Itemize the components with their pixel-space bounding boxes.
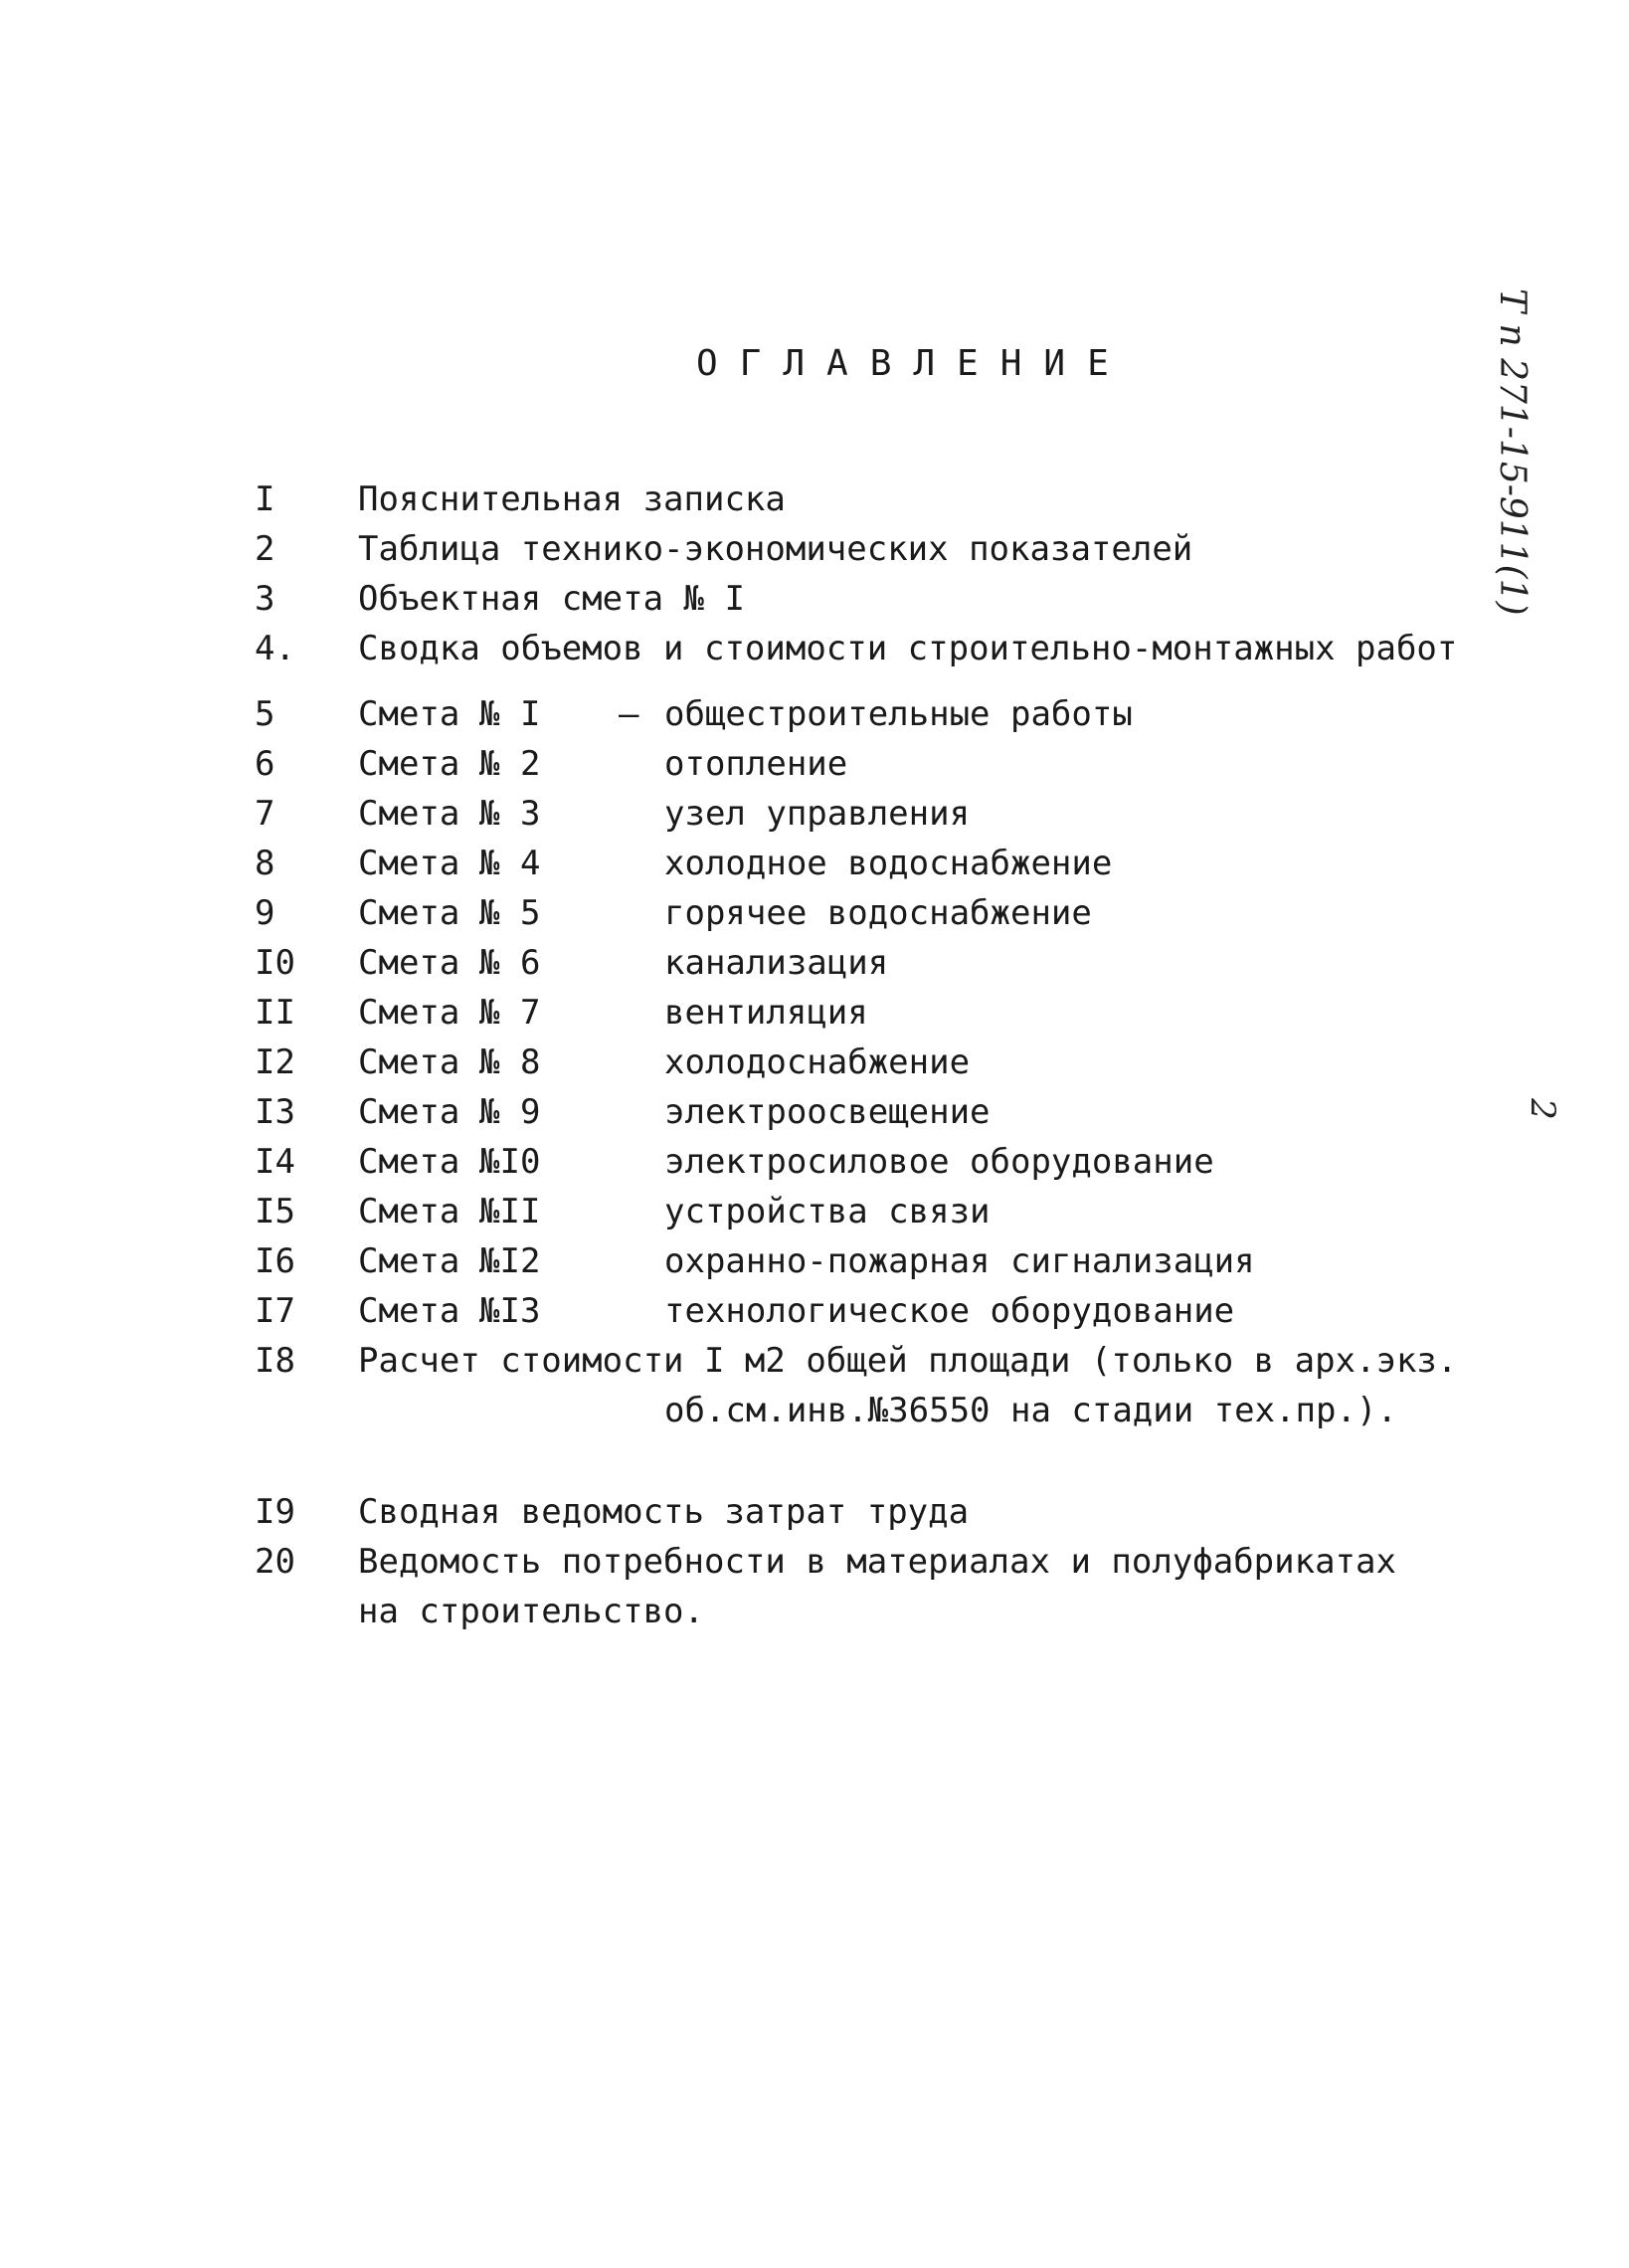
estimate-description: общестроительные работы — [664, 694, 1133, 734]
estimate-label: Смета — [358, 1241, 460, 1281]
estimate-description: устройства связи — [664, 1192, 991, 1231]
estimate-label: Смета — [358, 1192, 460, 1231]
estimate-dash: – — [619, 694, 639, 734]
estimate-label: Смета — [358, 993, 460, 1033]
estimate-description: вентиляция — [664, 993, 868, 1033]
toc-item-number: 6 — [255, 744, 275, 784]
toc-item-text: Сводная ведомость затрат труда — [358, 1492, 970, 1532]
estimate-label: Смета — [358, 893, 460, 933]
toc-estimate-item — [0, 744, 1629, 794]
estimate-description: электроосвещение — [664, 1092, 991, 1132]
estimate-number: №I2 — [479, 1241, 541, 1281]
estimate-number: №I3 — [479, 1291, 541, 1331]
toc-item-number: II — [255, 993, 295, 1033]
estimate-description: отопление — [664, 744, 848, 784]
estimate-label: Смета — [358, 1042, 460, 1082]
estimate-label: Смета — [358, 1142, 460, 1182]
estimate-label: Смета — [358, 1092, 460, 1132]
toc-item — [0, 579, 1629, 629]
toc-item — [0, 1542, 1629, 1592]
toc-item-text: Объектная смета № I — [358, 579, 745, 619]
toc-item-number: 9 — [255, 893, 275, 933]
document-title: ОГЛАВЛЕНИЕ — [696, 343, 1131, 384]
estimate-label: Смета — [358, 694, 460, 734]
toc-item — [0, 529, 1629, 579]
estimate-number: № 9 — [479, 1092, 541, 1132]
toc-estimate-item — [0, 1192, 1629, 1241]
toc-item-number: I9 — [255, 1492, 295, 1532]
toc-item-text: Расчет стоимости I м2 общей площади (только в арх.экз. — [358, 1341, 1458, 1381]
toc-item-number: 3 — [255, 579, 275, 619]
toc-item-text: Таблица технико-экономических показателей — [358, 529, 1193, 569]
toc-item-number: 4. — [255, 629, 295, 668]
estimate-number: № I — [479, 694, 541, 734]
estimate-number: №II — [479, 1192, 541, 1231]
estimate-label: Смета — [358, 1291, 460, 1331]
toc-estimate-item — [0, 1142, 1629, 1192]
toc-item-continuation-text: на строительство. — [358, 1592, 704, 1631]
toc-item-number: 8 — [255, 844, 275, 883]
side-document-code: Т п 271-15-911(1) — [1492, 288, 1533, 616]
toc-item-number: I0 — [255, 943, 295, 983]
estimate-description: технологическое оборудование — [664, 1291, 1235, 1331]
toc-item — [0, 1341, 1629, 1391]
toc-item-number: I3 — [255, 1092, 295, 1132]
toc-estimate-item — [0, 943, 1629, 993]
estimate-label: Смета — [358, 744, 460, 784]
toc-estimate-item — [0, 844, 1629, 893]
toc-item-number: 2 — [255, 529, 275, 569]
toc-item-number: 20 — [255, 1542, 295, 1582]
toc-item — [0, 479, 1629, 529]
toc-item-text: Сводка объемов и стоимости строительно-монтажных работ — [358, 629, 1458, 668]
toc-estimate-item — [0, 893, 1629, 943]
toc-item — [0, 629, 1629, 678]
toc-item-continuation — [0, 1592, 1629, 1641]
estimate-number: № 7 — [479, 993, 541, 1033]
toc-item-number: I7 — [255, 1291, 295, 1331]
estimate-description: канализация — [664, 943, 889, 983]
toc-estimate-item — [0, 1291, 1629, 1341]
toc-item-number: 7 — [255, 794, 275, 834]
toc-item-text: Пояснительная записка — [358, 479, 786, 519]
estimate-number: № 3 — [479, 794, 541, 834]
estimate-description: холодоснабжение — [664, 1042, 971, 1082]
toc-item-number: I2 — [255, 1042, 295, 1082]
toc-item-text: Ведомость потребности в материалах и полуфабрикатах — [358, 1542, 1396, 1582]
estimate-label: Смета — [358, 844, 460, 883]
estimate-number: № 8 — [479, 1042, 541, 1082]
estimate-number: № 2 — [479, 744, 541, 784]
estimate-label: Смета — [358, 943, 460, 983]
toc-item-continuation-text: об.см.инв.№36550 на стадии тех.пр.). — [664, 1391, 1397, 1430]
estimate-description: охранно-пожарная сигнализация — [664, 1241, 1255, 1281]
estimate-number: № 4 — [479, 844, 541, 883]
estimate-description: холодное водоснабжение — [664, 844, 1113, 883]
toc-estimate-item — [0, 993, 1629, 1042]
toc-estimate-item — [0, 1042, 1629, 1092]
toc-item-number: 5 — [255, 694, 275, 734]
page-number: 2 — [1522, 1098, 1562, 1120]
toc-estimate-item — [0, 1241, 1629, 1291]
toc-item-number: I4 — [255, 1142, 295, 1182]
estimate-description: узел управления — [664, 794, 971, 834]
toc-item-continuation — [0, 1391, 1629, 1440]
toc-item-number: I6 — [255, 1241, 295, 1281]
estimate-number: № 5 — [479, 893, 541, 933]
toc-estimate-item — [0, 794, 1629, 844]
estimate-description: горячее водоснабжение — [664, 893, 1092, 933]
toc-estimate-item — [0, 1092, 1629, 1142]
estimate-description: электросиловое оборудование — [664, 1142, 1214, 1182]
estimate-number: №I0 — [479, 1142, 541, 1182]
toc-item-number: I5 — [255, 1192, 295, 1231]
estimate-label: Смета — [358, 794, 460, 834]
toc-estimate-item — [0, 694, 1629, 744]
toc-item-number: I8 — [255, 1341, 295, 1381]
estimate-number: № 6 — [479, 943, 541, 983]
toc-item-number: I — [255, 479, 275, 519]
toc-item — [0, 1492, 1629, 1542]
